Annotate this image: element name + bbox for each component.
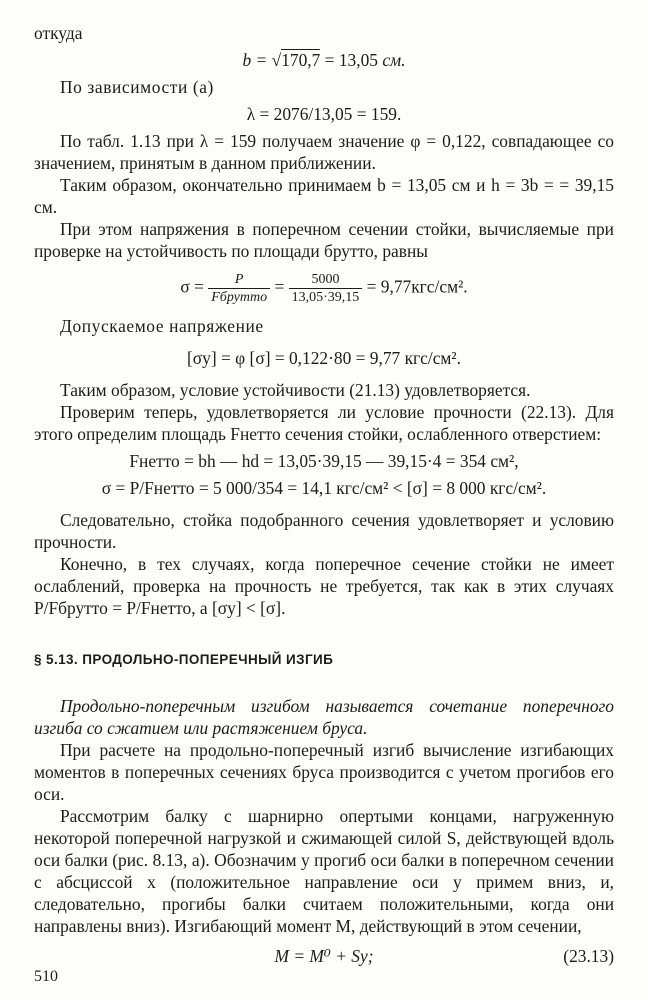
equation-b-rhs: = 13,05	[320, 50, 383, 70]
paragraph-konechno: Конечно, в тех случаях, когда поперечное сечение стойки не имеет ослаблений, проверка на прочность не требуется, так как в этих случаях P/Fбрутто = P/Fнетто, а [σу] < [σ].	[34, 554, 614, 618]
section-heading: § 5.13. ПРОДОЛЬНО-ПОПЕРЕЧНЫЙ ИЗГИБ	[34, 652, 334, 667]
fraction-2-numerator: 5000	[289, 272, 363, 289]
equation-sigma-rhs: = 9,77кгс/см².	[362, 276, 468, 297]
fraction-1-denominator: Fбрутто	[211, 290, 268, 305]
text-po-zavisimosti: По зависимости (а)	[60, 77, 214, 97]
paragraph-takim-2: Таким образом, условие устойчивости (21.13) удовлетворяется.	[60, 380, 531, 400]
equation-number: (23.13)	[563, 946, 614, 966]
page-number: 510	[34, 968, 58, 985]
equation-sigma-lhs: σ =	[180, 276, 209, 297]
equation-b-lhs: b =	[242, 50, 272, 70]
fraction-p-fbrutto	[208, 272, 270, 305]
equation-final-line	[34, 945, 614, 967]
text-dopuskaemoe: Допускаемое напряжение	[60, 316, 264, 336]
fraction-values	[289, 272, 363, 305]
paragraph-takim-1: Таким образом, окончательно принимаем b = 13,05 см и h = 3b = = 39,15 см.	[34, 175, 614, 217]
equation-sigma: σ = $\frac{P}{\text{Fбрутто}}$ = $\frac{5000}{13,05\cdot 39,15}$ = 9,77кгс/см².	[180, 272, 468, 305]
paragraph-rassmotrim: Рассмотрим балку с шарнирно опертыми концами, нагруженную некоторой поперечной нагрузкой и сжимающей силой S, действующей вдоль оси балки (рис. 8.13, а). Обозначим y прогиб оси балки в поперечном сечении с абсциссой x (положительное направление оси y примем вниз, и, следовательно, прогибы балки считаем положительными, когда они направлены вниз). Изгибающий момент M, действующий в этом сечении,	[34, 806, 614, 936]
equation-sigma-y: [σу] = φ [σ] = 0,122·80 = 9,77 кгс/см².	[186, 348, 461, 368]
paragraph-tabl: По табл. 1.13 при λ = 159 получаем значение φ = 0,122, совпадающее со значением, принятым в данном приближении.	[34, 131, 614, 173]
equation-b	[34, 49, 614, 71]
sqrt-sign: √	[271, 50, 282, 70]
fraction-2-denominator: 13,05·39,15	[291, 290, 360, 305]
paragraph-sledovatelno: Следовательно, стойка подобранного сечения удовлетворяет и условию прочности.	[34, 510, 614, 552]
paragraph-definition: Продольно-поперечным изгибом называется сочетание поперечного изгиба со сжатием или растяжением бруса.	[34, 696, 614, 738]
equation-sigma-netto: σ = P/Fнетто = 5 000/354 = 14,1 кгс/см² < [σ] = 8 000 кгс/см².	[101, 478, 547, 498]
text-otkuda: откуда	[34, 23, 83, 43]
paragraph-pri-raschete: При расчете на продольно-поперечный изгиб вычисление изгибающих моментов в поперечных сечениях бруса производится с учетом прогибов его оси.	[34, 740, 614, 804]
equation-b-radicand: 170,7	[281, 50, 321, 70]
fraction-1-numerator: P	[208, 272, 270, 289]
document-page	[34, 22, 614, 967]
equation-lambda: λ = 2076/13,05 = 159.	[246, 104, 402, 124]
equation-final: M = M⁰ + Sy;	[274, 946, 374, 966]
equation-fnetto: Fнетто = bh — hd = 13,05·39,15 — 39,15·4 = 354 см²,	[129, 451, 519, 471]
paragraph-proverim: Проверим теперь, удовлетворяется ли условие прочности (22.13). Для этого определим площадь Fнетто сечения стойки, ослабленного отверстием:	[34, 402, 614, 444]
equation-b-unit: см.	[382, 50, 406, 70]
paragraph-pri-etom: При этом напряжения в поперечном сечении стойки, вычисляемые при проверке на устойчивость по площади брутто, равны	[34, 219, 614, 261]
